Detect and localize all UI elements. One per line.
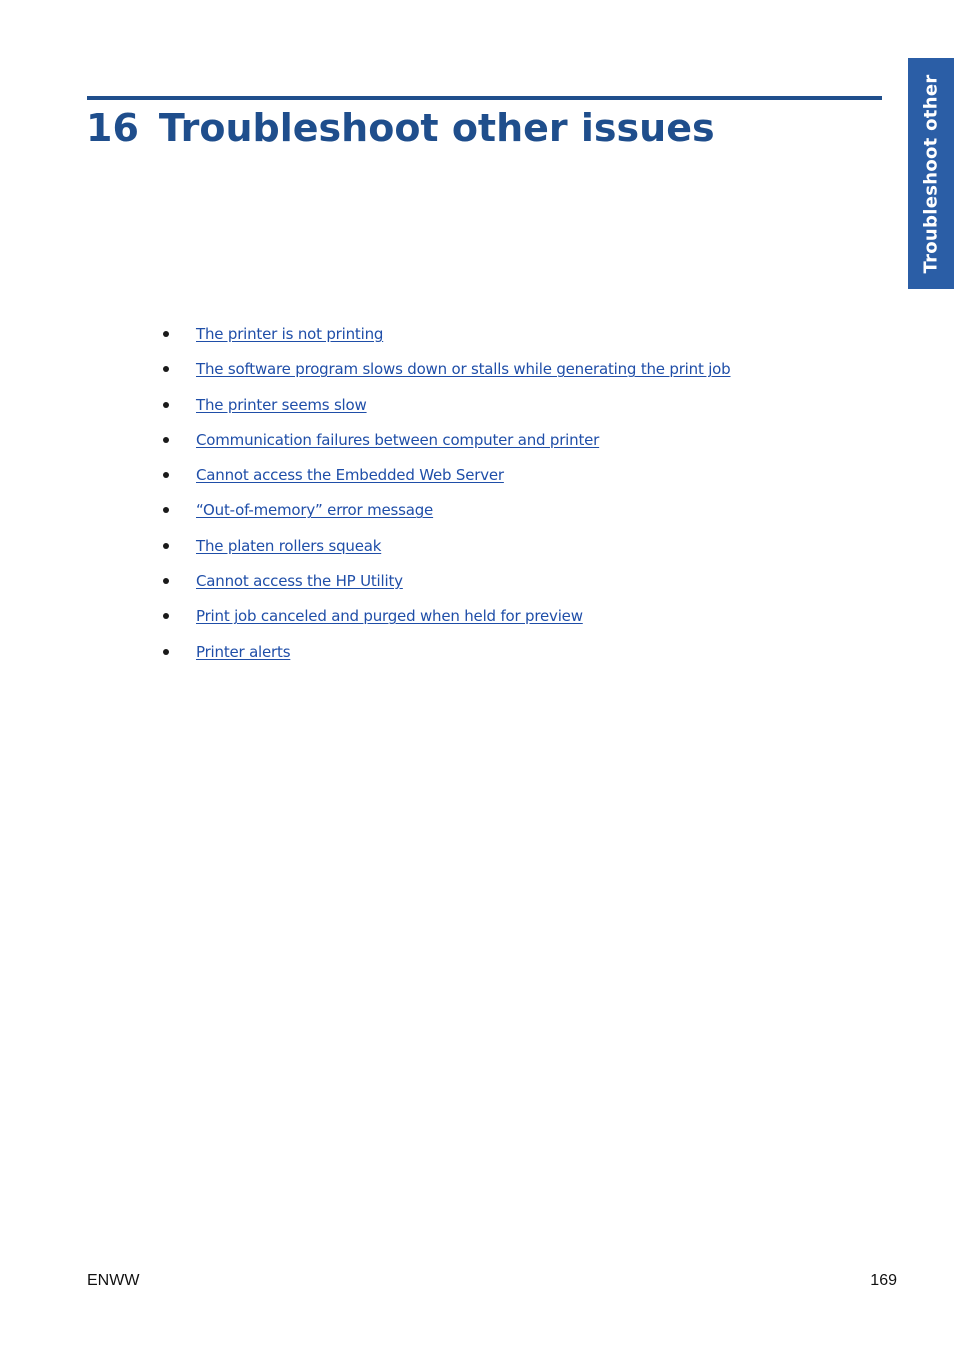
bullet-icon: [163, 472, 169, 478]
toc-link-printer-seems-slow[interactable]: The printer seems slow: [196, 395, 367, 414]
footer-doc-id: ENWW: [87, 1272, 140, 1289]
bullet-icon: [163, 402, 169, 408]
chapter-side-tab: [908, 58, 954, 289]
footer-page-number: 169: [870, 1272, 897, 1289]
list-item: [160, 427, 730, 462]
bullet-icon: [163, 507, 169, 513]
bullet-icon: [163, 613, 169, 619]
toc-link-communication-failures[interactable]: Communication failures between computer and printer: [196, 430, 600, 449]
toc-link-hp-utility[interactable]: Cannot access the HP Utility: [196, 572, 403, 591]
list-item: [160, 321, 730, 356]
toc-link-printer-alerts[interactable]: Printer alerts: [196, 642, 291, 661]
bullet-icon: [163, 649, 169, 655]
title-rule: [87, 96, 882, 100]
bullet-icon: [163, 578, 169, 584]
bullet-icon: [163, 437, 169, 443]
chapter-heading: [86, 102, 715, 154]
list-item: [160, 462, 730, 497]
chapter-title: Troubleshoot other issues: [158, 106, 715, 150]
toc-link-out-of-memory[interactable]: “Out-of-memory” error message: [196, 501, 434, 520]
toc-link-platen-rollers-squeak[interactable]: The platen rollers squeak: [196, 536, 382, 555]
list-item: [160, 533, 730, 568]
chapter-number: 16: [86, 106, 139, 150]
list-item: [160, 356, 730, 391]
list-item: [160, 603, 730, 638]
list-item: [160, 568, 730, 603]
list-item: [160, 392, 730, 427]
side-tab-label: Troubleshoot other: [920, 73, 942, 274]
toc-link-printer-not-printing[interactable]: The printer is not printing: [196, 325, 384, 343]
bullet-icon: [163, 543, 169, 549]
bullet-icon: [163, 331, 169, 337]
toc-link-embedded-web-server[interactable]: Cannot access the Embedded Web Server: [196, 466, 504, 485]
chapter-contents-list: [160, 321, 730, 674]
toc-link-print-job-canceled[interactable]: Print job canceled and purged when held for preview: [196, 607, 583, 626]
list-item: [160, 497, 730, 532]
list-item: [160, 639, 730, 674]
bullet-icon: [163, 366, 169, 372]
toc-link-software-slows-down[interactable]: The software program slows down or stalls while generating the print job: [196, 360, 731, 379]
